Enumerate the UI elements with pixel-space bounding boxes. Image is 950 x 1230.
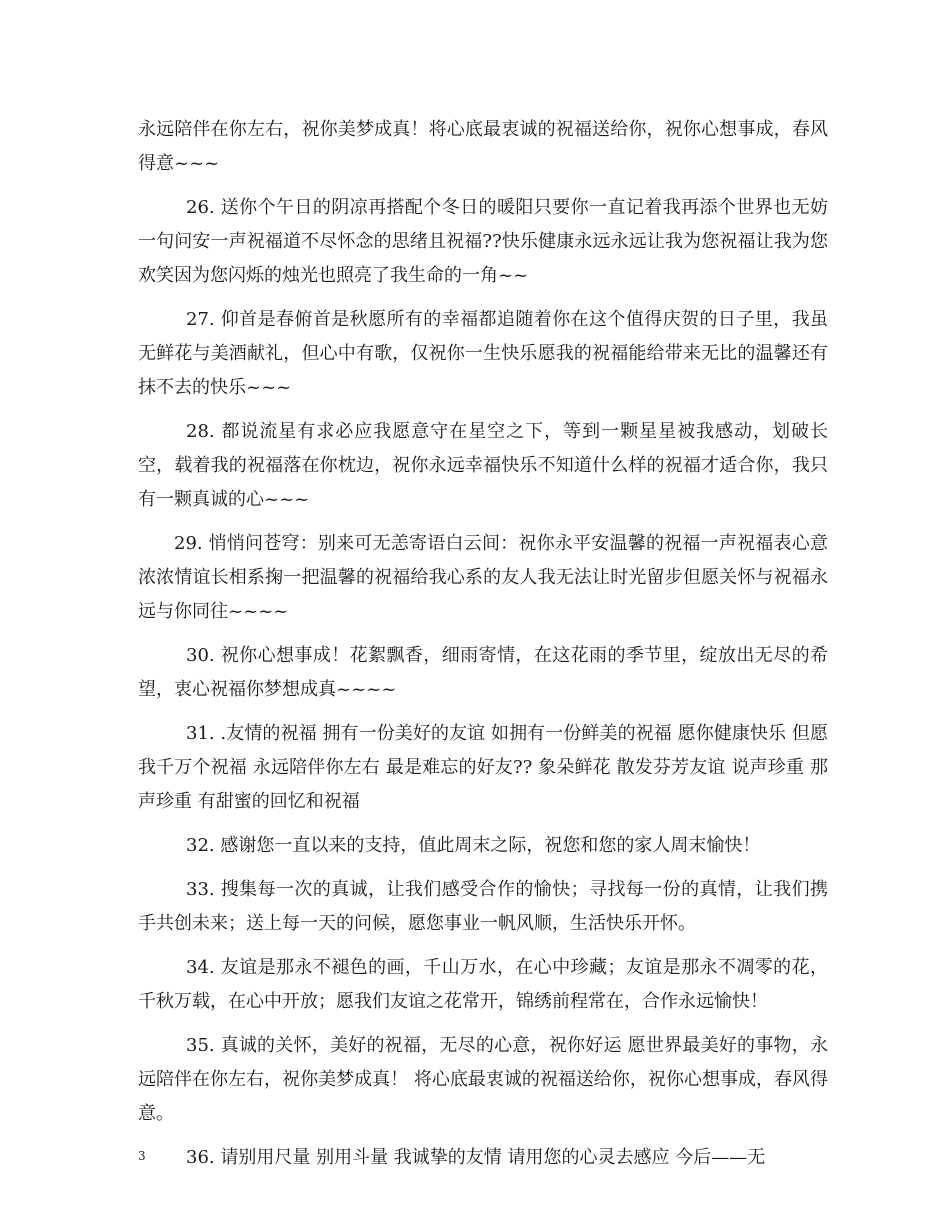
paragraph-36: 36. 请别用尺量 别用斗量 我诚挚的友情 请用您的心灵去感应 今后——无 xyxy=(186,1147,766,1168)
paragraph-32: 32. 感谢您一直以来的支持，值此周末之际，祝您和您的家人周末愉快！ xyxy=(186,835,761,856)
paragraph-30: 30. 祝你心想事成！花絮飘香，细雨寄情，在这花雨的季节里，绽放出无尽的希望，衷心祝福你梦想成真~~~~ xyxy=(138,645,828,700)
paragraph-34: 34. 友谊是那永不褪色的画，千山万水，在心中珍藏；友谊是那永不凋零的花，千秋万载，在心中开放；愿我们友谊之花常开，锦绣前程常在，合作永远愉快！ xyxy=(138,957,828,1012)
paragraph-31: 31. .友情的祝福 拥有一份美好的友谊 如拥有一份鲜美的祝福 愿你健康快乐 但愿我千万个祝福 永远陪伴你左右 最是难忘的好友?? 象朵鲜花 散发芬芳友谊 说声珍重 那声珍重 有甜蜜的回忆和祝福 xyxy=(138,723,828,812)
document-body xyxy=(138,113,828,1185)
paragraph-27: 27. 仰首是春俯首是秋愿所有的幸福都追随着你在这个值得庆贺的日子里，我虽无鲜花与美酒献礼，但心中有歌，仅祝你一生快乐愿我的祝福能给带来无比的温馨还有抹不去的快乐~~~ xyxy=(138,309,828,398)
paragraph-29: 29. 悄悄问苍穹：别来可无恙寄语白云间：祝你永平安温馨的祝福一声祝福表心意浓浓情谊长相系掬一把温馨的祝福给我心系的友人我无法让时光留步但愿关怀与祝福永远与你同往~~~~ xyxy=(138,533,828,622)
paragraph-26: 26. 送你个午日的阴凉再搭配个冬日的暖阳只要你一直记着我再添个世界也无妨一句问安一声祝福道不尽怀念的思绪且祝福??快乐健康永远永远让我为您祝福让我为您欢笑因为您闪烁的烛光也照亮了我生命的一角~~ xyxy=(138,197,828,286)
paragraph-33: 33. 搜集每一次的真诚，让我们感受合作的愉快；寻找每一份的真情，让我们携手共创未来；送上每一天的问候，愿您事业一帆风顺，生活快乐开怀。 xyxy=(138,879,828,934)
page-number: 3 xyxy=(138,1149,146,1163)
paragraph-28: 28. 都说流星有求必应我愿意守在星空之下，等到一颗星星被我感动，划破长空，载着我的祝福落在你枕边，祝你永远幸福快乐不知道什么样的祝福才适合你，我只有一颗真诚的心~~~ xyxy=(138,421,828,510)
paragraph-continuation: 永远陪伴在你左右，祝你美梦成真！将心底最衷诚的祝福送给你，祝你心想事成，春风得意~~~ xyxy=(138,119,828,174)
paragraph-35: 35. 真诚的关怀，美好的祝福，无尽的心意，祝你好运 愿世界最美好的事物，永远陪伴在你左右，祝你美梦成真！ 将心底最衷诚的祝福送给你，祝你心想事成，春风得意。 xyxy=(138,1035,828,1124)
